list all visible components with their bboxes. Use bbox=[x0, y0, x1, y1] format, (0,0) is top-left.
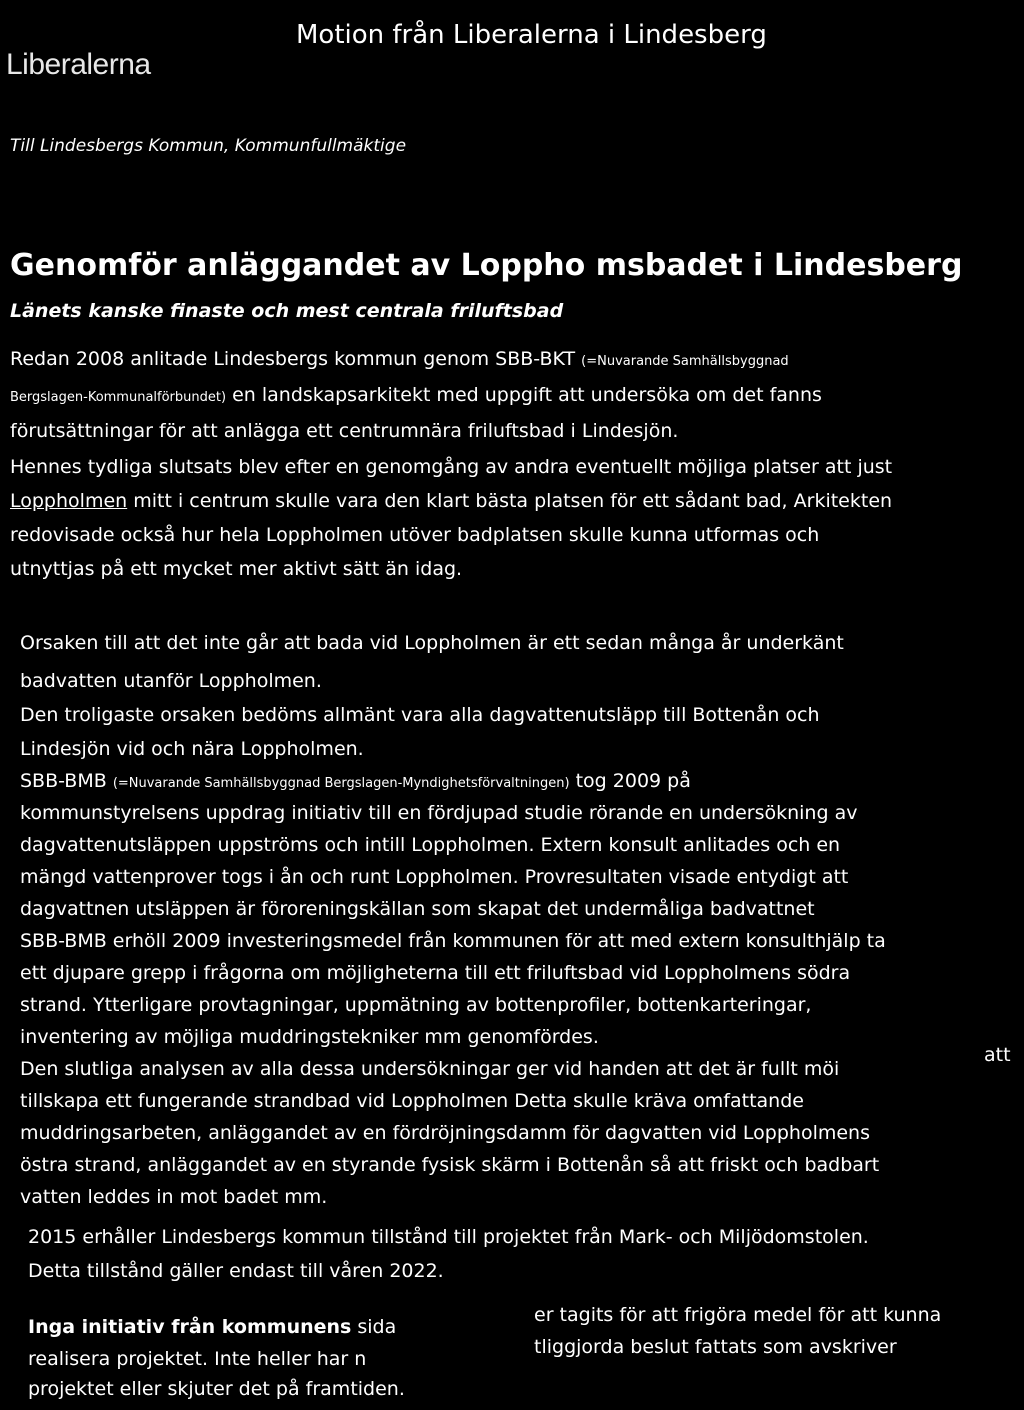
paragraph-2-line-14a: Den slutliga analysen av alla dessa undersökningar ger vid handen att det är fullt möi bbox=[20, 1058, 840, 1080]
paragraph-2-line-16: muddringsarbeten, anläggandet av en fördröjningsdamm för dagvatten vid Loppholmens bbox=[20, 1122, 870, 1144]
text: Redan 2008 anlitade Lindesbergs kommun genom SBB-BKT bbox=[10, 348, 582, 370]
paragraph-2-line-4: Lindesjön vid och nära Loppholmen. bbox=[20, 738, 364, 760]
paragraph-2-line-18: vatten leddes in mot badet mm. bbox=[20, 1186, 328, 1208]
paragraph-2-line-13: inventering av möjliga muddringstekniker mm genomfördes. bbox=[20, 1026, 599, 1048]
text: SBB-BMB bbox=[20, 770, 113, 792]
paragraph-3-line-2: Detta tillstånd gäller endast till våren 2022. bbox=[28, 1260, 444, 1282]
text: tog 2009 på bbox=[569, 770, 691, 792]
paragraph-2-line-6: kommunstyrelsens uppdrag initiativ till en fördjupad studie rörande en undersökning av bbox=[20, 802, 858, 824]
paragraph-2-line-14b: att bbox=[984, 1044, 1011, 1066]
paragraph-1-line-2 bbox=[10, 380, 822, 413]
paragraph-4-line-3: projektet eller skjuter det på framtiden. bbox=[28, 1378, 405, 1400]
paragraph-2-line-8: mängd vattenprover togs i ån och runt Loppholmen. Provresultaten visade entydigt att bbox=[20, 866, 849, 888]
bold-text: Inga initiativ från kommunens bbox=[28, 1316, 352, 1338]
paragraph-2-line-10: SBB-BMB erhöll 2009 investeringsmedel från kommunen för att med extern konsulthjälp ta bbox=[20, 930, 886, 952]
text: en landskapsarkitekt med uppgift att undersöka om det fanns bbox=[226, 384, 822, 406]
document-subtitle: Länets kanske finaste och mest centrala friluftsbad bbox=[10, 300, 564, 322]
paragraph-4-line-1-left bbox=[28, 1312, 396, 1342]
paragraph-2-line-9: dagvattnen utsläppen är föroreningskällan som skapat det undermåliga badvattnet bbox=[20, 898, 815, 920]
document-title: Genomför anläggandet av Loppho msbadet i Lindesberg bbox=[10, 248, 963, 283]
paragraph-2-line-3: Den troligaste orsaken bedöms allmänt vara alla dagvattenutsläpp till Bottenån och bbox=[20, 704, 820, 726]
note: Bergslagen-Kommunalförbundet) bbox=[10, 390, 227, 405]
text: sida bbox=[351, 1316, 397, 1338]
paragraph-2-line-12: strand. Ytterligare provtagningar, uppmätning av bottenprofiler, bottenkarteringar, bbox=[20, 994, 812, 1016]
loppholmen-underlined: Loppholmen bbox=[10, 490, 128, 512]
header-title: Motion från Liberalerna i Lindesberg bbox=[296, 20, 767, 50]
recipient: Till Lindesbergs Kommun, Kommunfullmäktige bbox=[10, 136, 407, 156]
note: (=Nuvarande Samhällsbyggnad bbox=[581, 354, 789, 369]
paragraph-2-line-5 bbox=[20, 766, 691, 799]
paragraph-2-line-11: ett djupare grepp i frågorna om möjligheterna till ett friluftsbad vid Loppholmens södra bbox=[20, 962, 851, 984]
note: (=Nuvarande Samhällsbyggnad Bergslagen-Myndighetsförvaltningen) bbox=[112, 776, 570, 791]
paragraph-1-line-7: utnyttjas på ett mycket mer aktivt sätt än idag. bbox=[10, 558, 463, 580]
paragraph-1-line-6: redovisade också hur hela Loppholmen utöver badplatsen skulle kunna utformas och bbox=[10, 524, 820, 546]
paragraph-2-line-1: Orsaken till att det inte går att bada vid Loppholmen är ett sedan många år underkänt bbox=[20, 632, 844, 654]
paragraph-2-line-7: dagvattenutsläppen uppströms och intill Loppholmen. Extern konsult anlitades och en bbox=[20, 834, 841, 856]
paragraph-2-line-17: östra strand, anläggandet av en styrande fysisk skärm i Bottenån så att friskt och badbart bbox=[20, 1154, 880, 1176]
text: mitt i centrum skulle vara den klart bästa platsen för ett sådant bad, Arkitekten bbox=[127, 490, 893, 512]
liberalerna-logo: Liberalerna bbox=[6, 48, 151, 81]
paragraph-1-line-3: förutsättningar för att anlägga ett centrumnära friluftsbad i Lindesjön. bbox=[10, 420, 679, 442]
paragraph-2-line-15: tillskapa ett fungerande strandbad vid Loppholmen Detta skulle kräva omfattande bbox=[20, 1090, 804, 1112]
paragraph-1-line-5 bbox=[10, 486, 892, 516]
paragraph-4-line-1-right: er tagits för att frigöra medel för att kunna bbox=[534, 1304, 942, 1326]
paragraph-3-line-1: 2015 erhåller Lindesbergs kommun tillstånd till projektet från Mark- och Miljödomstolen. bbox=[28, 1226, 869, 1248]
paragraph-2-line-2: badvatten utanför Loppholmen. bbox=[20, 670, 322, 692]
paragraph-1-line-1 bbox=[10, 344, 789, 377]
paragraph-4-line-2-left: realisera projektet. Inte heller har n bbox=[28, 1348, 367, 1370]
paragraph-4-line-2-right: tliggjorda beslut fattats som avskriver bbox=[534, 1336, 897, 1358]
paragraph-1-line-4: Hennes tydliga slutsats blev efter en genomgång av andra eventuellt möjliga platser att just bbox=[10, 456, 893, 478]
